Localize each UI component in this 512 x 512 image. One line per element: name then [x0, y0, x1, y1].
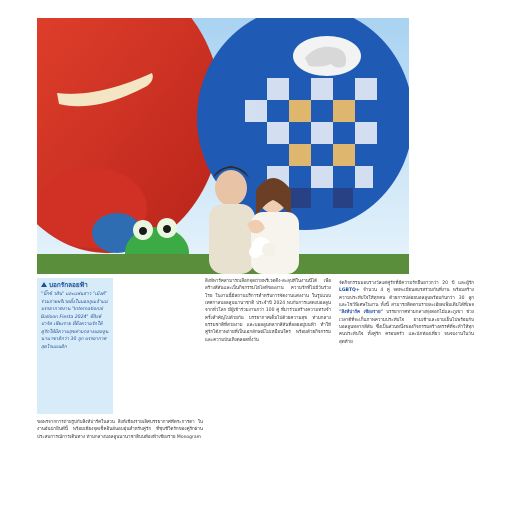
column-3-text: [339, 280, 474, 346]
column-3-rest: บรรยากาศท่ามกลางทุ่งดอกไม้และภูเขา ช่วงเวลาดีที่จะเก็บภาพความประทับใจ ยามเช้าและยามเย็นไปพร้อมกับบอลลูนหลากสีสัน ซึ่งเป็นส่วนหนึ่งของกิจกรรมสร้างสรรค์ที่จะทำให้ทุกคนประทับใจ ทั้งคู่รัก ครอบครัว และนักท่องเที่ยว จนจบงานในวันสุดท้าย: [339, 310, 474, 345]
page-name-highlight: "สิงห์ปาร์ค เชียงราย": [339, 310, 383, 316]
caption-title: [41, 281, 109, 289]
column-1-text: ขอพรจากการถ่ายรูปกับสิงห์ปาร์คในสวน สิงห์เชียงรายเลิศบรรยากาศที่ตระการตา ในงานอันน่ายินดีนี้ พร้อมเพียงจุดเช็คอินอันอบอุ่นสำหรับคู่รัก ที่ชุบชีวิตรักของคู่รักผ่านประสบการณ์การเดินทาง ท่ามกลางบอลลูนนานาชาติบนท้องฟ้าเชียงราย Monogram: [37, 420, 203, 440]
triangle-icon: [41, 282, 47, 287]
column-2-text: สิงห์พาร์คสามารถเลือกจุดถ่ายพรีเวดดิ้ง-สะลุปที่ในงานนี้ได้ เพื่อสร้างสีสันและเป็นกิจกรรมไฮไลท์ของงาน ความรักที่ไม่มีวันร่วงโรย ในงานนี้มีสถานบริการสำหรับการจัดงานแต่งงาน ในรูปแบบเทศกาลบอลลูนนานาชาติ ประจำปี 2024 พบกับการแสดงบอลลูนจากทั่วโลก มีผู้เข้าร่วมงานกว่า 100 คู่ ที่มาร่วมสร้างความทรงจำครั้งสำคัญไปด้วยกัน บรรยากาศเต็มไปด้วยความสุข ท่ามกลางธรรมชาติที่สวยงาม และบอลลูนหลากสีสันที่ลอยอยู่บนฟ้า ทำให้คู่รักได้ภาพถ่ายที่เป็นเอกลักษณ์ไม่เหมือนใคร พร้อมด้วยกิจกรรมและความบันเทิงตลอดทั้งวัน: [205, 279, 331, 343]
article-column-2: [205, 278, 331, 512]
column-3-middle: จำนวน 4 คู่ จดทะเบียนสมรสร่วมกันที่งาน พร้อมสร้างความประทับใจให้ทุกคน ด้วยการปล่อยบอลลูนพร้อมกันกว่า 30 ลูก และโชว์พิเศษในงาน ทั้งนี้ สามารถติดตามรายละเอียดเพิ่มเติมได้ที่เพจ: [339, 288, 474, 309]
article-column-3: [339, 18, 474, 512]
caption-title-text: บอกรักลอยฟ้า: [49, 281, 88, 289]
caption-text: "บิ๊กซ์ วศิน" และแฟนสาว "เม้งค์" ร่วมถ่ายพรีเวดดิ้งในบอลลูนเจ้าแม่ บรรยากาศงาน "International Balloon Fiesta 2024" ที่สิงห์ปาร์ค เชียงราย ที่ดึงความรักให้คู่รักให้มีความสุขท่ามกลางบอลลูนนานาชาติกว่า 30 ลูก บรรยากาศสุดโรแมนติก: [41, 292, 109, 350]
column-3-intro: จัดกิจกรรมมอบรางวัลแด่คู่รักที่มีความรักยืนยาวกว่า 20 ปี และผู้รัก: [339, 281, 474, 286]
caption-box: [37, 278, 113, 414]
article-column-1: [37, 419, 203, 509]
column-3-photo-gap: [339, 18, 474, 280]
lgbtq-highlight: LGBTQ+: [339, 288, 360, 294]
